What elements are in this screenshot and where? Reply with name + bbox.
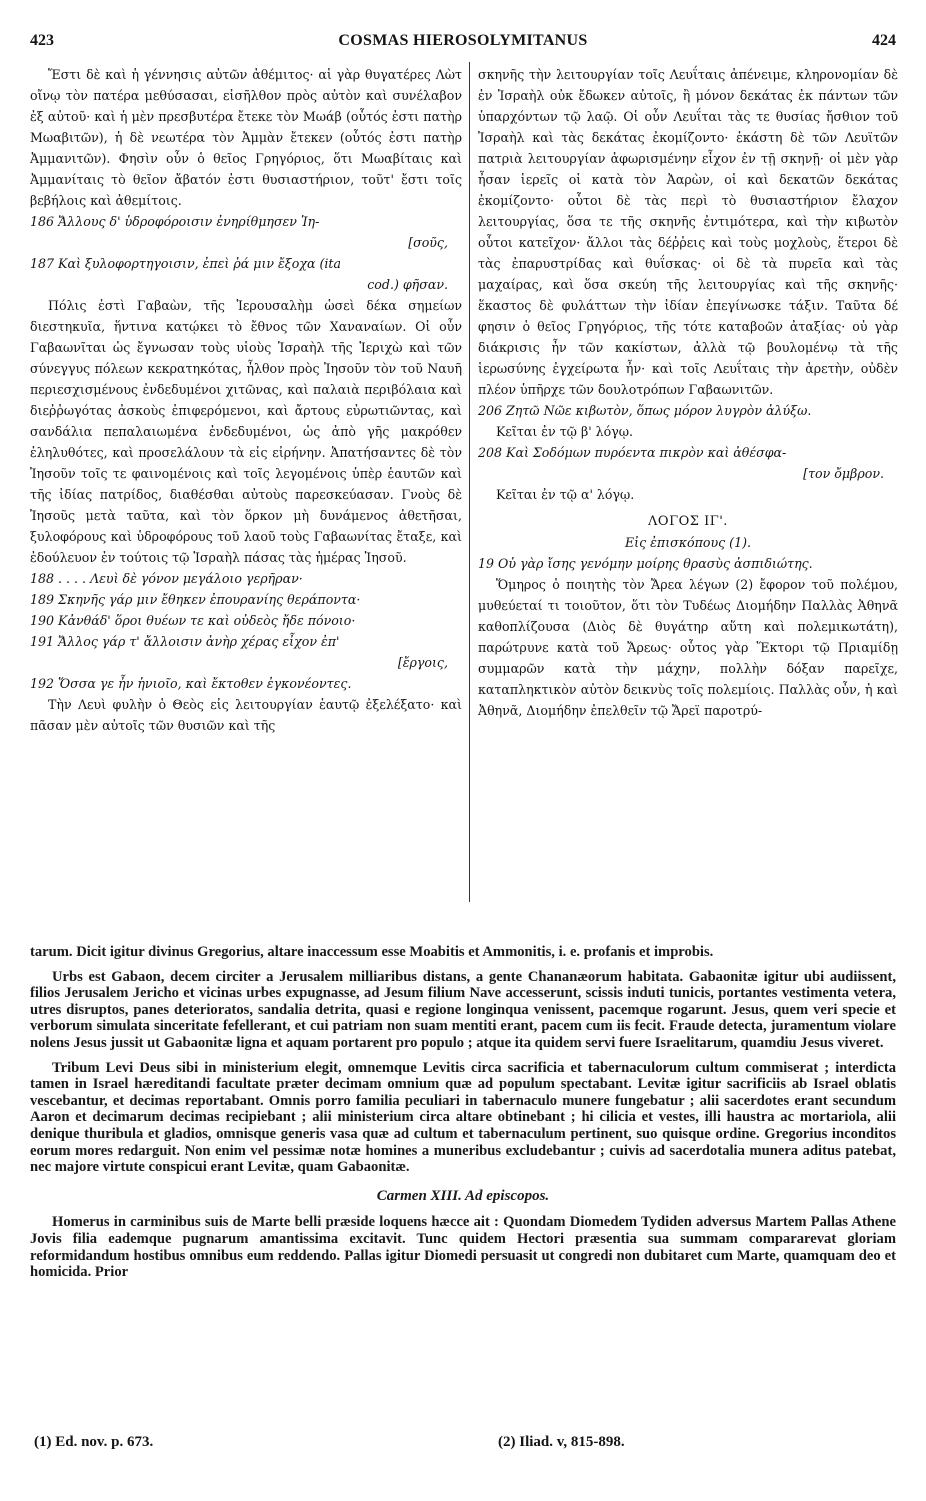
verse-continuation: [ἔργοις,	[397, 655, 448, 670]
latin-paragraph: Urbs est Gabaon, decem circiter a Jerusalem milliaribus distans, a gente Chananæorum habitata. Gabaonitæ igitur ubi audiissent, filios Jerusalem Jericho et vicinas urbes expugnasse, ad Jesum filium Nave accesserunt, scissis induti tunicis, portantes vestimenta vetera, utres disruptos, panes deterioratos, sandalia detrita, quasi e regione longinqua venissent, pacemque rogarunt. Jesus, quem veri specie et verborum simulata sinceritate fefellerant, et cui patriam non suam mentiti erant, pacem cum iis fecit. Fraude detecta, juramentum violare nolens Jesus jussit ut Gabaonitæ ligna et aquam portarent pro populo ; atque ita quidem servi fuere Israelitarum, quamdiu Jesus viveret.	[30, 968, 896, 1051]
verse-line: 208 Καὶ Σοδόμων πυρόεντα πικρὸν καὶ ἀθέσφα-	[478, 445, 787, 460]
footnote-1: (1) Ed. nov. p. 673.	[34, 1434, 154, 1450]
running-title: COSMAS HIEROSOLYMITANUS	[338, 32, 588, 49]
verse-continuation: cod.) φῆσαν.	[367, 277, 448, 292]
greek-paragraph: Πόλις ἐστὶ Γαβαὼν, τῆς Ἱερουσαλὴμ ὡσεὶ δέκα σημείων διεστηκυῖα, ἥντινα κατῴκει τὸ ἔθνος τῶν Χαναναίων. Οἱ οὖν Γαβαωνῖται ὡς ἔγνωσαν τοὺς υἱοὺς Ἰσραὴλ τῆς Ἱεριχὼ καὶ τῶν σύνεγγυς πόλεων κεκρατηκότας, ἦλθον πρὸς Ἰησοῦν τὸν τοῦ Ναυῆ περιεσχισμένους ἐνδεδυμένοι χιτῶνας, καὶ παλαιὰ περιβόλαια καὶ διεῤῥωγότας ἀσκοὺς ἐπιφερόμενοι, καὶ ἄρτους εὐρωτιῶντας, καὶ σανδάλια πεπαλαιωμένα ἐνδεδυμένοι, ὡς ἀπὸ γῆς μακρόθεν ἐληλυθότες, καὶ προσελάλουν τὰ εἰς εἰρήνην. Ἀπατήσαντες δὲ τὸν Ἰησοῦν τοῖς τε φαινομένοις καὶ τοῖς λεγομένοις ὑπὲρ ἑαυτῶν καὶ τῆς ἰδίας πατρίδος, διαθέσθαι αὐτοὺς παρεσκεύασαν. Γνοὺς δὲ Ἰησοῦς μετὰ ταῦτα, καὶ τὸν ὅρκον μὴ δυνάμενος ἀθετῆσαι, ξυλοφόρους καὶ ὑδροφόρους τοῦ λαοῦ τοὺς Γαβαωνίτας ἔταξε, καὶ ἐδούλευον ἐν τούτοις τῷ Ἰσραὴλ πάσας τὰς ἡμέρας Ἰησοῦ.	[30, 298, 462, 565]
greek-paragraph: σκηνῆς τὴν λειτουργίαν τοῖς Λευΐταις ἀπένειμε, κληρονομίαν δὲ ἐν Ἰσραὴλ οὐκ ἔδωκεν αὐτοῖς, ἢ μόνον δεκάτας ἐκ πάντων τῶν ὑπαρχόντων τῷ λαῷ. Οἱ οὖν Λευΐται τὰς τε θυσίας ἤσθιον τοῦ Ἰσραὴλ καὶ τὰς δεκάτας ἐκομίζοντο· ἑκάστη δὲ τῶν Λευϊτῶν πατριὰ λειτουργίαν ἀφωρισμένην εἶχον ἐν τῇ σκηνῇ· οἱ μὲν γὰρ ἦσαν ἱερεῖς οἱ κατὰ τὸν Ἀαρὼν, οἱ καὶ δεκατῶν δεκάτας ἐκομίζοντο· οὗτοι δὲ τὰς περὶ τὸ θυσιαστήριον ἔλαχον λειτουργίας, ὅσα τε τῆς σκηνῆς ἐντιμότερα, καὶ τὴν κιβωτὸν οὗτοι κατεῖχον· ἄλλοι τὰς δέῤῥεις καὶ τοὺς μοχλοὺς, ἕτεροι δὲ τὰς ἐπαρυστρίδας καὶ θυΐσκας· οἱ δὲ τὰ πυρεῖα καὶ τὰς μαχαίρας, καὶ ὅσα σκεύη τῆς λειτουργίας καὶ τῆς σκηνῆς· ἕκαστος δὲ φυλάττων τὴν ἰδίαν ἐπεγίνωσκε τάξιν. Ταῦτα δέ φησιν ὁ θεῖος Γρηγόριος, τῆς τότε καταβοῶν ἀταξίας· οὐ γὰρ διάκρισις ἦν τῶν κακίστων, ἀλλὰ τῷ βουλομένῳ τὰ τῆς ἱερωσύνης ἐγχείρωτα ἦν· καὶ τοῖς Λευΐταις τὴν ἀρετὴν, οὐδὲν πλέον ὑπῆρχε τῶν δουλοτρόπων Γαβαωνιτῶν.	[478, 67, 898, 397]
verse-note: Κεῖται ἐν τῷ α' λόγῳ.	[496, 487, 635, 502]
latin-paragraph: tarum. Dicit igitur divinus Gregorius, altare inaccessum esse Moabitis et Ammonitis, i. e. profanis et improbis.	[30, 944, 714, 960]
greek-column-right	[478, 64, 898, 721]
verse-line: 206 Ζητῶ Νῶε κιβωτὸν, ὅπως μόρον λυγρὸν ἀλύξω.	[478, 403, 812, 418]
verse-line: 19 Οὐ γὰρ ἴσης γενόμην μοίρης θρασὺς ἀσπιδιώτης.	[478, 556, 813, 571]
page-number-right: 424	[872, 32, 896, 49]
verse-continuation: [τον ὄμβρον.	[803, 466, 884, 481]
greek-paragraph: Τὴν Λευὶ φυλὴν ὁ Θεὸς εἰς λειτουργίαν ἑαυτῷ ἐξελέξατο· καὶ πᾶσαν μὲν αὐτοῖς τῶν θυσιῶν καὶ τῆς	[30, 697, 462, 733]
latin-translation	[30, 944, 896, 1281]
logos-title: ΛΟΓΟΣ ΙΓ'.	[648, 514, 728, 529]
verse-line: 192 Ὅσσα γε ἦν ἡνιοῖο, καὶ ἔκτοθεν ἐγκονέοντες.	[30, 676, 352, 691]
footnote-2: (2) Iliad. v, 815-898.	[498, 1434, 625, 1450]
verse-line: 191 Ἄλλος γάρ τ' ἄλλοισιν ἀνὴρ χέρας εἶχον ἐπ'	[30, 634, 340, 649]
greek-paragraph: Ὅμηρος ὁ ποιητὴς τὸν Ἄρεα λέγων (2) ἔφορον τοῦ πολέμου, μυθεύεταί τι τοιοῦτον, ὅτι τὸν Τυδέως Διομήδην Παλλὰς Ἀθηνᾶ καθοπλίζουσα (Διὸς δὲ θυγάτηρ αὕτη καὶ πολεμικωτάτη), παρώτρυνε κατὰ τοῦ Ἄρεως· οὗτος γὰρ Ἕκτορι τῷ Πριαμίδῃ συμμαρῶν κατὰ τὴν μάχην, πολλὴν δόξαν παρεῖχε, καταπληκτικὸν αὐτὸν δεικνὺς τοῖς πολεμίοις. Παλλὰς οὖν, ἡ καὶ Ἀθηνᾶ, Διομήδην ἐπελθεῖν τῷ Ἄρεϊ παροτρύ-	[478, 577, 898, 718]
verse-line: 190 Κἀνθάδ' ὅροι θυέων τε καὶ οὐδεὸς ἤδε πόνοιο·	[30, 613, 356, 628]
verse-line: 188 . . . . Λευὶ δὲ γόνον μεγάλοιο γερῆραν·	[30, 571, 303, 586]
latin-paragraph: Homerus in carminibus suis de Marte belli præside loquens hæcce ait : Quondam Diomedem Tydiden adversus Martem Pallas Athene Jovis filia eademque pugnarum amantissima excitavit. Tunc quidem Hectori præsentia sua summam compararevat gloriam reformidandum hostibus omnibus eum reddendo. Pallas igitur Diomedi persuasit ut congredi non dubitaret cum Marte, quamquam deo et homicida. Prior	[30, 1214, 896, 1281]
verse-line: 189 Σκηνῆς γάρ μιν ἔθηκεν ἐπουρανίης θεράποντα·	[30, 592, 361, 607]
verse-line: 186 Ἄλλους δ' ὑδροφόροισιν ἐνηρίθμησεν Ἰη-	[30, 214, 320, 229]
latin-section-title: Carmen XIII. Ad episcopos.	[376, 1187, 550, 1204]
running-header	[30, 32, 896, 54]
latin-paragraph: Tribum Levi Deus sibi in ministerium elegit, omnemque Levitis circa sacrificia et tabernaculorum cultum commiserat ; interdicta tamen in Israel hæreditandi facultate præter decimam omnium quæ ad populum spectabant. Levitæ igitur sacrificiis ab Israel oblatis vescebantur, et decimas reportabant. Omnis porro familia peculiari in tabernaculo munere fungebatur ; alii sacerdotes erant secundum Aaron et decimarum decimas recipiebant ; alii ministerium circa altare obtinebant ; hi cilicia et vestes, illi haustra ac mortariola, alii denique thuribula et gladios, omnisque generis vasa quæ ad cultum et tabernaculum pertinent, suo quisque ordine. Gregorius inconditos eorum mores redarguit. Non enim vel pessimæ notæ homines a muneribus excludebantur ; cuivis ad sacerdotalia munera aditus patebat, nec majore virtute conspicui erant Levitæ, quam Gabaonitæ.	[30, 1059, 896, 1176]
greek-paragraph: Ἔστι δὲ καὶ ἡ γέννησις αὐτῶν ἀθέμιτος· αἱ γὰρ θυγατέρες Λὼτ οἴνῳ τὸν πατέρα μεθύσασαι, εἰσῆλθον πρὸς αὐτὸν καὶ συνέλαβον ἐξ αὐτοῦ· καὶ ἡ μὲν πρεσβυτέρα ἔτεκε τὸν Μωάβ (οὗτός ἐστι πατὴρ Μωαβιτῶν), ἡ δὲ νεωτέρα τὸν Ἀμμὰν ἔτεκεν (οὗτός ἐστι πατὴρ Ἀμμανιτῶν). Φησὶν οὖν ὁ θεῖος Γρηγόριος, ὅτι Μωαβίταις καὶ Ἀμμανίταις τὸ θεῖον ἄβατόν ἐστι θυσιαστήριον, τοῦτ' ἔστι τοῖς βεβήλοις καὶ ἀθεμίτοις.	[30, 67, 462, 208]
verse-note: Κεῖται ἐν τῷ β' λόγῳ.	[496, 424, 634, 439]
column-divider	[469, 62, 470, 902]
page-number-left: 423	[30, 32, 54, 49]
greek-column-left	[30, 64, 462, 736]
verse-line: 187 Καὶ ξυλοφορτηγοισιν, ἐπεὶ ῥά μιν ἔξοχα (ita	[30, 256, 341, 271]
logos-subtitle: Εἰς ἐπισκόπους (1).	[624, 535, 751, 550]
verse-continuation: [σοῦς,	[408, 235, 448, 250]
